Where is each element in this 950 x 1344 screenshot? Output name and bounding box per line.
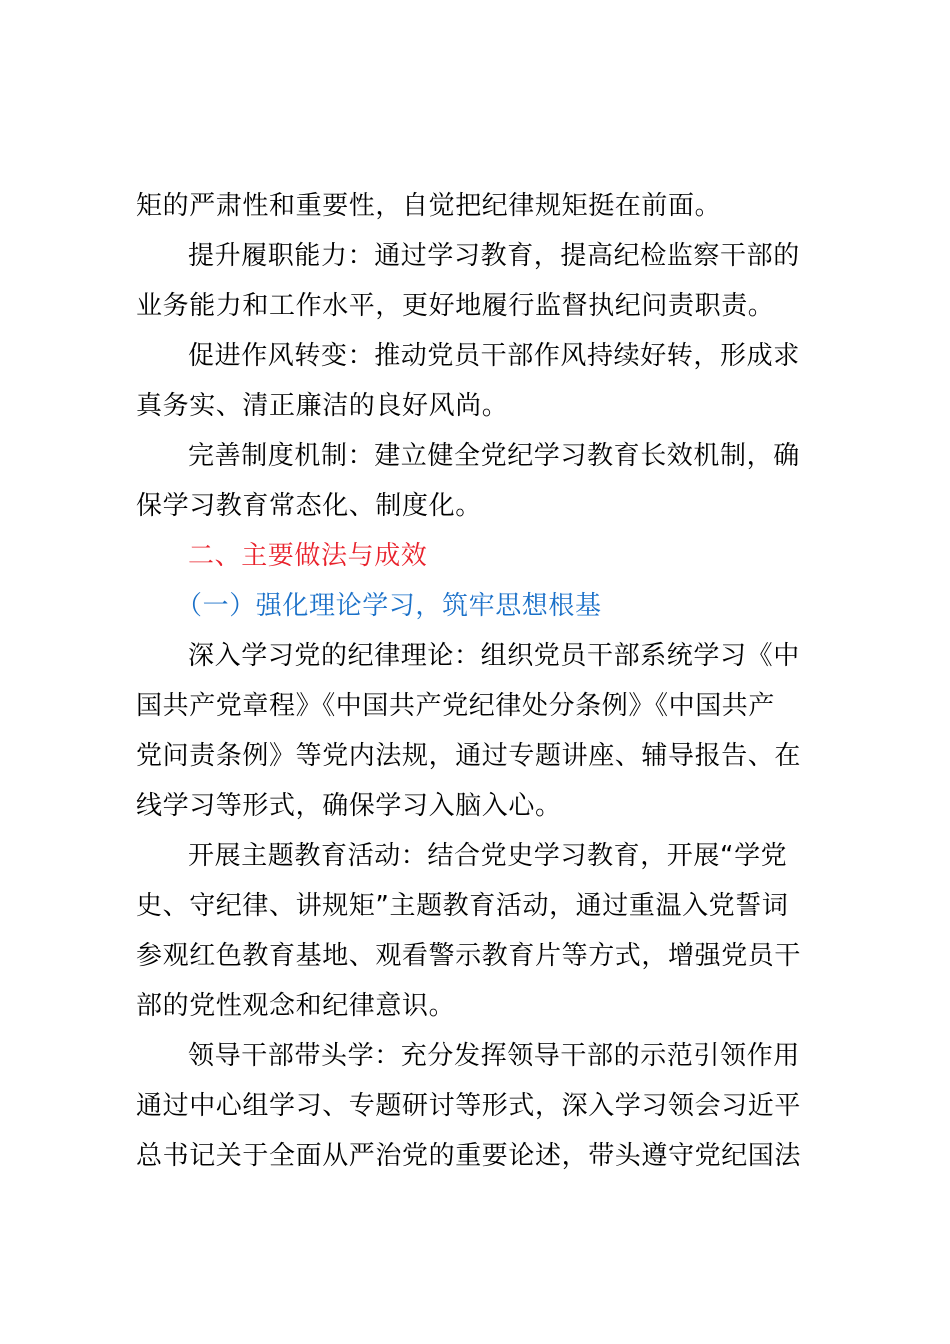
paragraph-line: 党问责条例》等党内法规，通过专题讲座、辅导报告、在: [136, 741, 802, 771]
paragraph-line: 史、守纪律、讲规矩”主题教育活动，通过重温入党誓词: [136, 891, 789, 921]
paragraph-line: 线学习等形式，确保学习入脑入心。: [136, 791, 562, 821]
paragraph-line: 国共产党章程》《中国共产党纪律处分条例》《中国共产: [136, 691, 776, 721]
paragraph-line: 总书记关于全面从严治党的重要论述，带头遵守党纪国法: [136, 1141, 802, 1171]
paragraph-line: 业务能力和工作水平，更好地履行监督执纪问责职责。: [136, 291, 775, 321]
paragraph-line: 领导干部带头学：充分发挥领导干部的示范引领作用: [188, 1041, 800, 1071]
paragraph-line: 促进作风转变：推动党员干部作风持续好转，形成求: [188, 341, 800, 371]
paragraph-line: 深入学习党的纪律理论：组织党员干部系统学习《中: [188, 641, 800, 671]
paragraph-line: 通过中心组学习、专题研讨等形式，深入学习领会习近平: [136, 1091, 802, 1121]
paragraph-line: 保学习教育常态化、制度化。: [136, 491, 482, 521]
paragraph-line: 参观红色教育基地、观看警示教育片等方式，增强党员干: [136, 941, 802, 971]
paragraph-line: 完善制度机制：建立健全党纪学习教育长效机制，确: [188, 441, 800, 471]
paragraph-line: 矩的严肃性和重要性，自觉把纪律规矩挺在前面。: [136, 191, 722, 221]
subsection-heading: （一）强化理论学习，筑牢思想根基: [176, 591, 602, 621]
section-heading: 二、主要做法与成效: [188, 541, 428, 571]
paragraph-line: 真务实、清正廉洁的良好风尚。: [136, 391, 509, 421]
paragraph-line: 开展主题教育活动：结合党史学习教育，开展“学党: [188, 841, 788, 871]
paragraph-line: 部的党性观念和纪律意识。: [136, 991, 456, 1021]
paragraph-line: 提升履职能力：通过学习教育，提高纪检监察干部的: [188, 241, 800, 271]
